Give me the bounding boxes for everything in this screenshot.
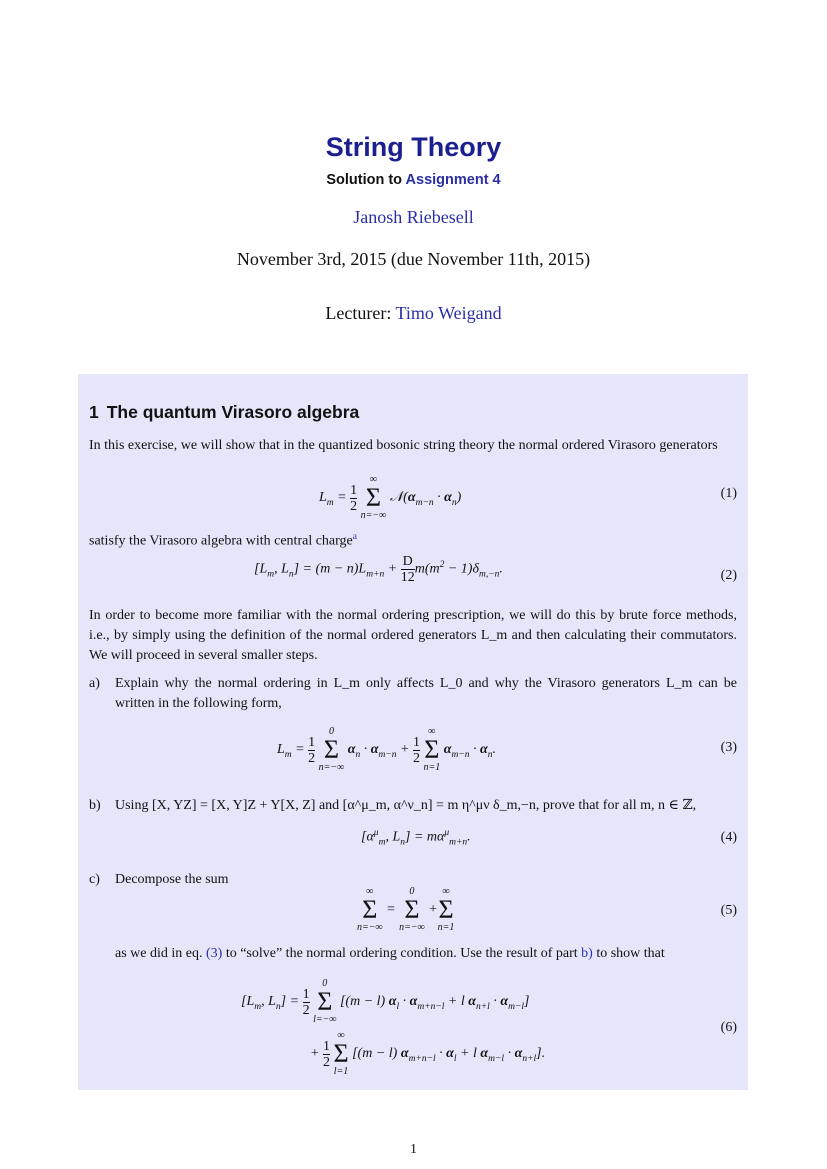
equation-2: [$L_m$, $L_n] = (m - n)L_{m+n}$ + $\frac{D}{12}$ $m(m^2 - 1)\delta_{m,-n}$. (2): [254, 554, 737, 585]
equation-5: ∞ Σ n=−∞ = 0 Σ n=−∞ + ∞ Σ n=1 (5): [357, 886, 737, 933]
section-number: 1: [89, 402, 99, 422]
item-c-label: c): [89, 872, 100, 887]
section-heading: [89, 402, 737, 422]
item-a-label: a): [89, 676, 100, 691]
exercise-box: [78, 374, 748, 1090]
footnote-mark[interactable]: a: [352, 532, 357, 542]
item-b-label: b): [89, 798, 101, 813]
item-a: [89, 674, 737, 714]
equation-6-number: (6): [720, 1020, 737, 1035]
page-number: 1: [410, 1142, 417, 1157]
date-line: November 3rd, 2015 (due November 11th, 2015): [236, 249, 591, 269]
document-subtitle: [0, 172, 827, 188]
item-c-continuation: [89, 944, 737, 964]
eq3-reference-link[interactable]: (3): [205, 946, 223, 961]
lecturer-link[interactable]: Timo Weigand: [395, 303, 502, 323]
equation-3-number: (3): [720, 740, 737, 755]
intro-paragraph: In this exercise, we will show that in the quantized bosonic string theory the normal ordered Virasoro generators: [89, 438, 718, 453]
method-paragraph: In order to become more familiar with the normal ordering prescription, we will do this by brute force methods, i.e., by simply using the definition of the normal ordered generators L_m and then calculating their commutators. We will proceed in several smaller steps.: [89, 608, 737, 663]
c-text-mid: to “solve” the normal ordering condition. Use the result of part: [222, 946, 582, 961]
section-title: The quantum Virasoro algebra: [106, 402, 360, 422]
item-c-continuation-text: [115, 944, 737, 964]
item-b-text: Using [X, YZ] = [X, Y]Z + Y[X, Z] and [α^μ_m, α^ν_n] = m η^μν δ_m,−n, prove that for all m, n ∈ ℤ,: [115, 798, 697, 813]
equation-1: $L_m$ = $\frac{1}{2}$ ∞ Σ n=−∞ $𝒩(\alpha_{m-n} \cdot \alpha_n)$ (1): [319, 474, 737, 521]
after-eq1-sentence: satisfy the Virasoro algebra with central charge: [89, 533, 353, 549]
equation-4-number: (4): [720, 830, 737, 845]
equation-4: [$\alpha^\mu_m$, $L_n] = m\alpha^\mu_{m+n}$. (4): [361, 828, 737, 848]
subtitle-prefix: Solution to: [326, 172, 406, 188]
item-b: [89, 796, 737, 816]
part-b-reference-link[interactable]: b): [581, 946, 593, 961]
item-c-text: Decompose the sum: [115, 872, 229, 887]
equation-3: $L_m$ = $\frac{1}{2}$ 0 Σ n=−∞ $\alpha_n \cdot \alpha_{m-n}$ + $\frac{1}{2}$ ∞ Σ n=1 $\alpha_{m-n} \cdot \alpha_n$. (3): [277, 726, 737, 773]
equation-5-number: (5): [720, 903, 737, 918]
equation-6: [$L_m$, $L_n$] = $\frac{1}{2}$ 0 Σ l=−∞ [(m − l) $\alpha_l \cdot \alpha_{m+n-l} + l$ $\alpha_{n+l} \cdot \alpha_{m-l}$] + $\frac{1}{2}$ ∞ Σ l=1 [(m − l) $\alpha_{m+n-l} \cdot \alpha_l + l$ $\alpha_{m-l} \cdot \alpha_{n+l}$]. (6): [241, 978, 737, 1077]
item-a-text: Explain why the normal ordering in L_m only affects L_0 and why the Virasoro generators L_m can be written in the following form,: [115, 676, 737, 711]
c-text-post: to show that: [592, 946, 665, 961]
author-link[interactable]: Janosh Riebesell: [353, 207, 474, 227]
c-text-pre: as we did in eq.: [115, 946, 206, 961]
after-eq1-text: [89, 527, 737, 552]
equation-1-number: (1): [720, 486, 737, 501]
assignment-link[interactable]: Assignment 4: [405, 172, 501, 188]
lecturer-line: [0, 303, 827, 324]
document-title: String Theory: [325, 132, 502, 162]
equation-2-number: (2): [720, 568, 737, 583]
lecturer-label: Lecturer:: [325, 303, 396, 323]
